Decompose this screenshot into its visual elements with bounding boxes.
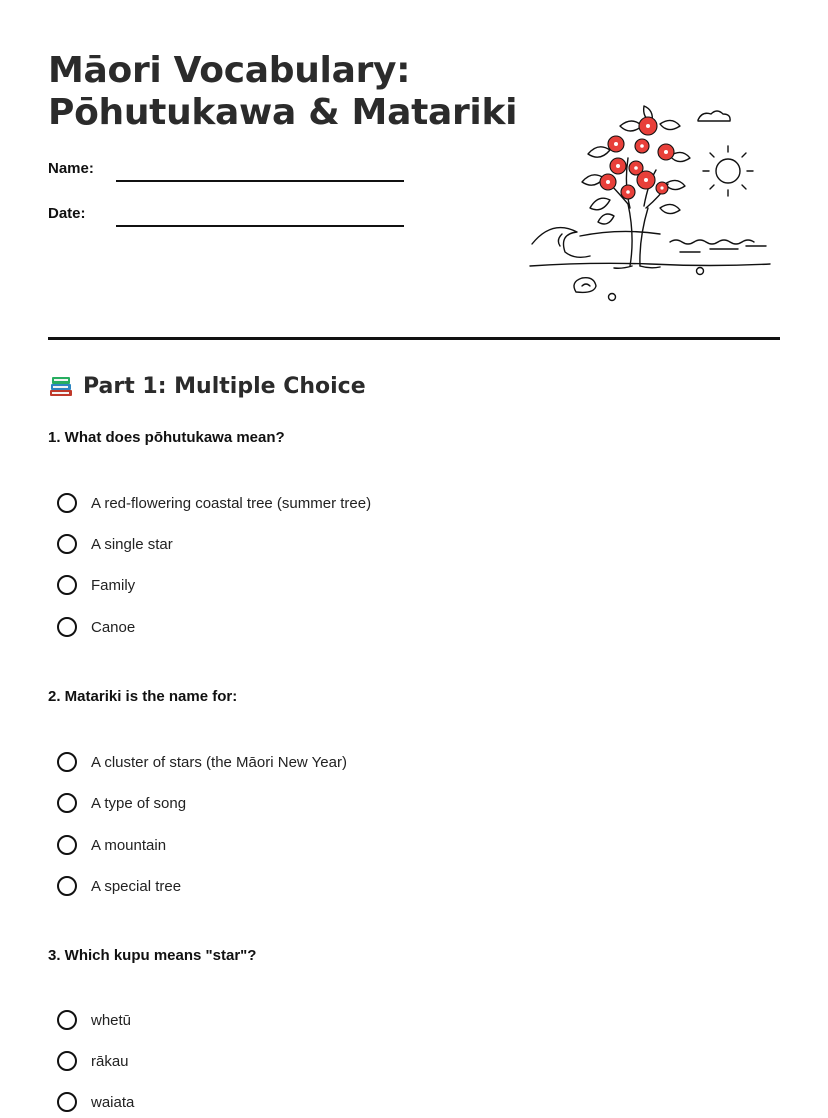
question-2: 2. Matariki is the name for: xyxy=(48,688,238,705)
title-line-2: Pōhutukawa & Matariki xyxy=(48,92,518,133)
radio-button[interactable] xyxy=(57,1092,77,1112)
radio-button[interactable] xyxy=(57,575,77,595)
q1-option-1[interactable] xyxy=(57,490,371,516)
option-label: A red-flowering coastal tree (summer tree) xyxy=(91,494,372,512)
radio-button[interactable] xyxy=(57,835,77,855)
option-label: waiata xyxy=(91,1093,135,1111)
section-title-text: Part 1: Multiple Choice xyxy=(83,373,366,399)
q1-option-2[interactable] xyxy=(57,531,173,557)
books-icon xyxy=(48,373,74,399)
radio-button[interactable] xyxy=(57,617,77,637)
radio-button[interactable] xyxy=(57,752,77,772)
option-label: A special tree xyxy=(91,877,182,895)
worksheet-title xyxy=(48,50,517,134)
option-label: A mountain xyxy=(91,836,167,854)
radio-button[interactable] xyxy=(57,493,77,513)
option-label: A type of song xyxy=(91,794,187,812)
option-label: A cluster of stars (the Māori New Year) xyxy=(91,753,347,771)
radio-button[interactable] xyxy=(57,793,77,813)
option-label: rākau xyxy=(91,1052,129,1070)
section-title xyxy=(48,373,366,399)
q2-option-2[interactable] xyxy=(57,790,186,816)
date-label: Date: xyxy=(48,205,86,222)
option-label: Family xyxy=(91,576,136,594)
title-line-1: Māori Vocabulary: xyxy=(48,50,411,91)
question-3: 3. Which kupu means "star"? xyxy=(48,947,257,964)
option-label: whetū xyxy=(91,1011,132,1029)
pohutukawa-tree-beach-illustration xyxy=(520,96,780,310)
q2-option-4[interactable] xyxy=(57,873,181,899)
q3-option-3[interactable] xyxy=(57,1089,134,1115)
q2-option-3[interactable] xyxy=(57,832,166,858)
name-line[interactable] xyxy=(116,180,404,182)
radio-button[interactable] xyxy=(57,1051,77,1071)
radio-button[interactable] xyxy=(57,876,77,896)
q1-option-4[interactable] xyxy=(57,614,135,640)
option-label: A single star xyxy=(91,535,173,553)
radio-button[interactable] xyxy=(57,1010,77,1030)
q2-option-1[interactable] xyxy=(57,749,347,775)
q1-option-3[interactable] xyxy=(57,572,135,598)
option-label: Canoe xyxy=(91,618,136,636)
date-line[interactable] xyxy=(116,225,404,227)
q3-option-2[interactable] xyxy=(57,1048,129,1074)
header-divider xyxy=(48,337,780,340)
q3-option-1[interactable] xyxy=(57,1007,131,1033)
radio-button[interactable] xyxy=(57,534,77,554)
name-label: Name: xyxy=(48,160,94,177)
question-1: 1. What does pōhutukawa mean? xyxy=(48,429,285,446)
